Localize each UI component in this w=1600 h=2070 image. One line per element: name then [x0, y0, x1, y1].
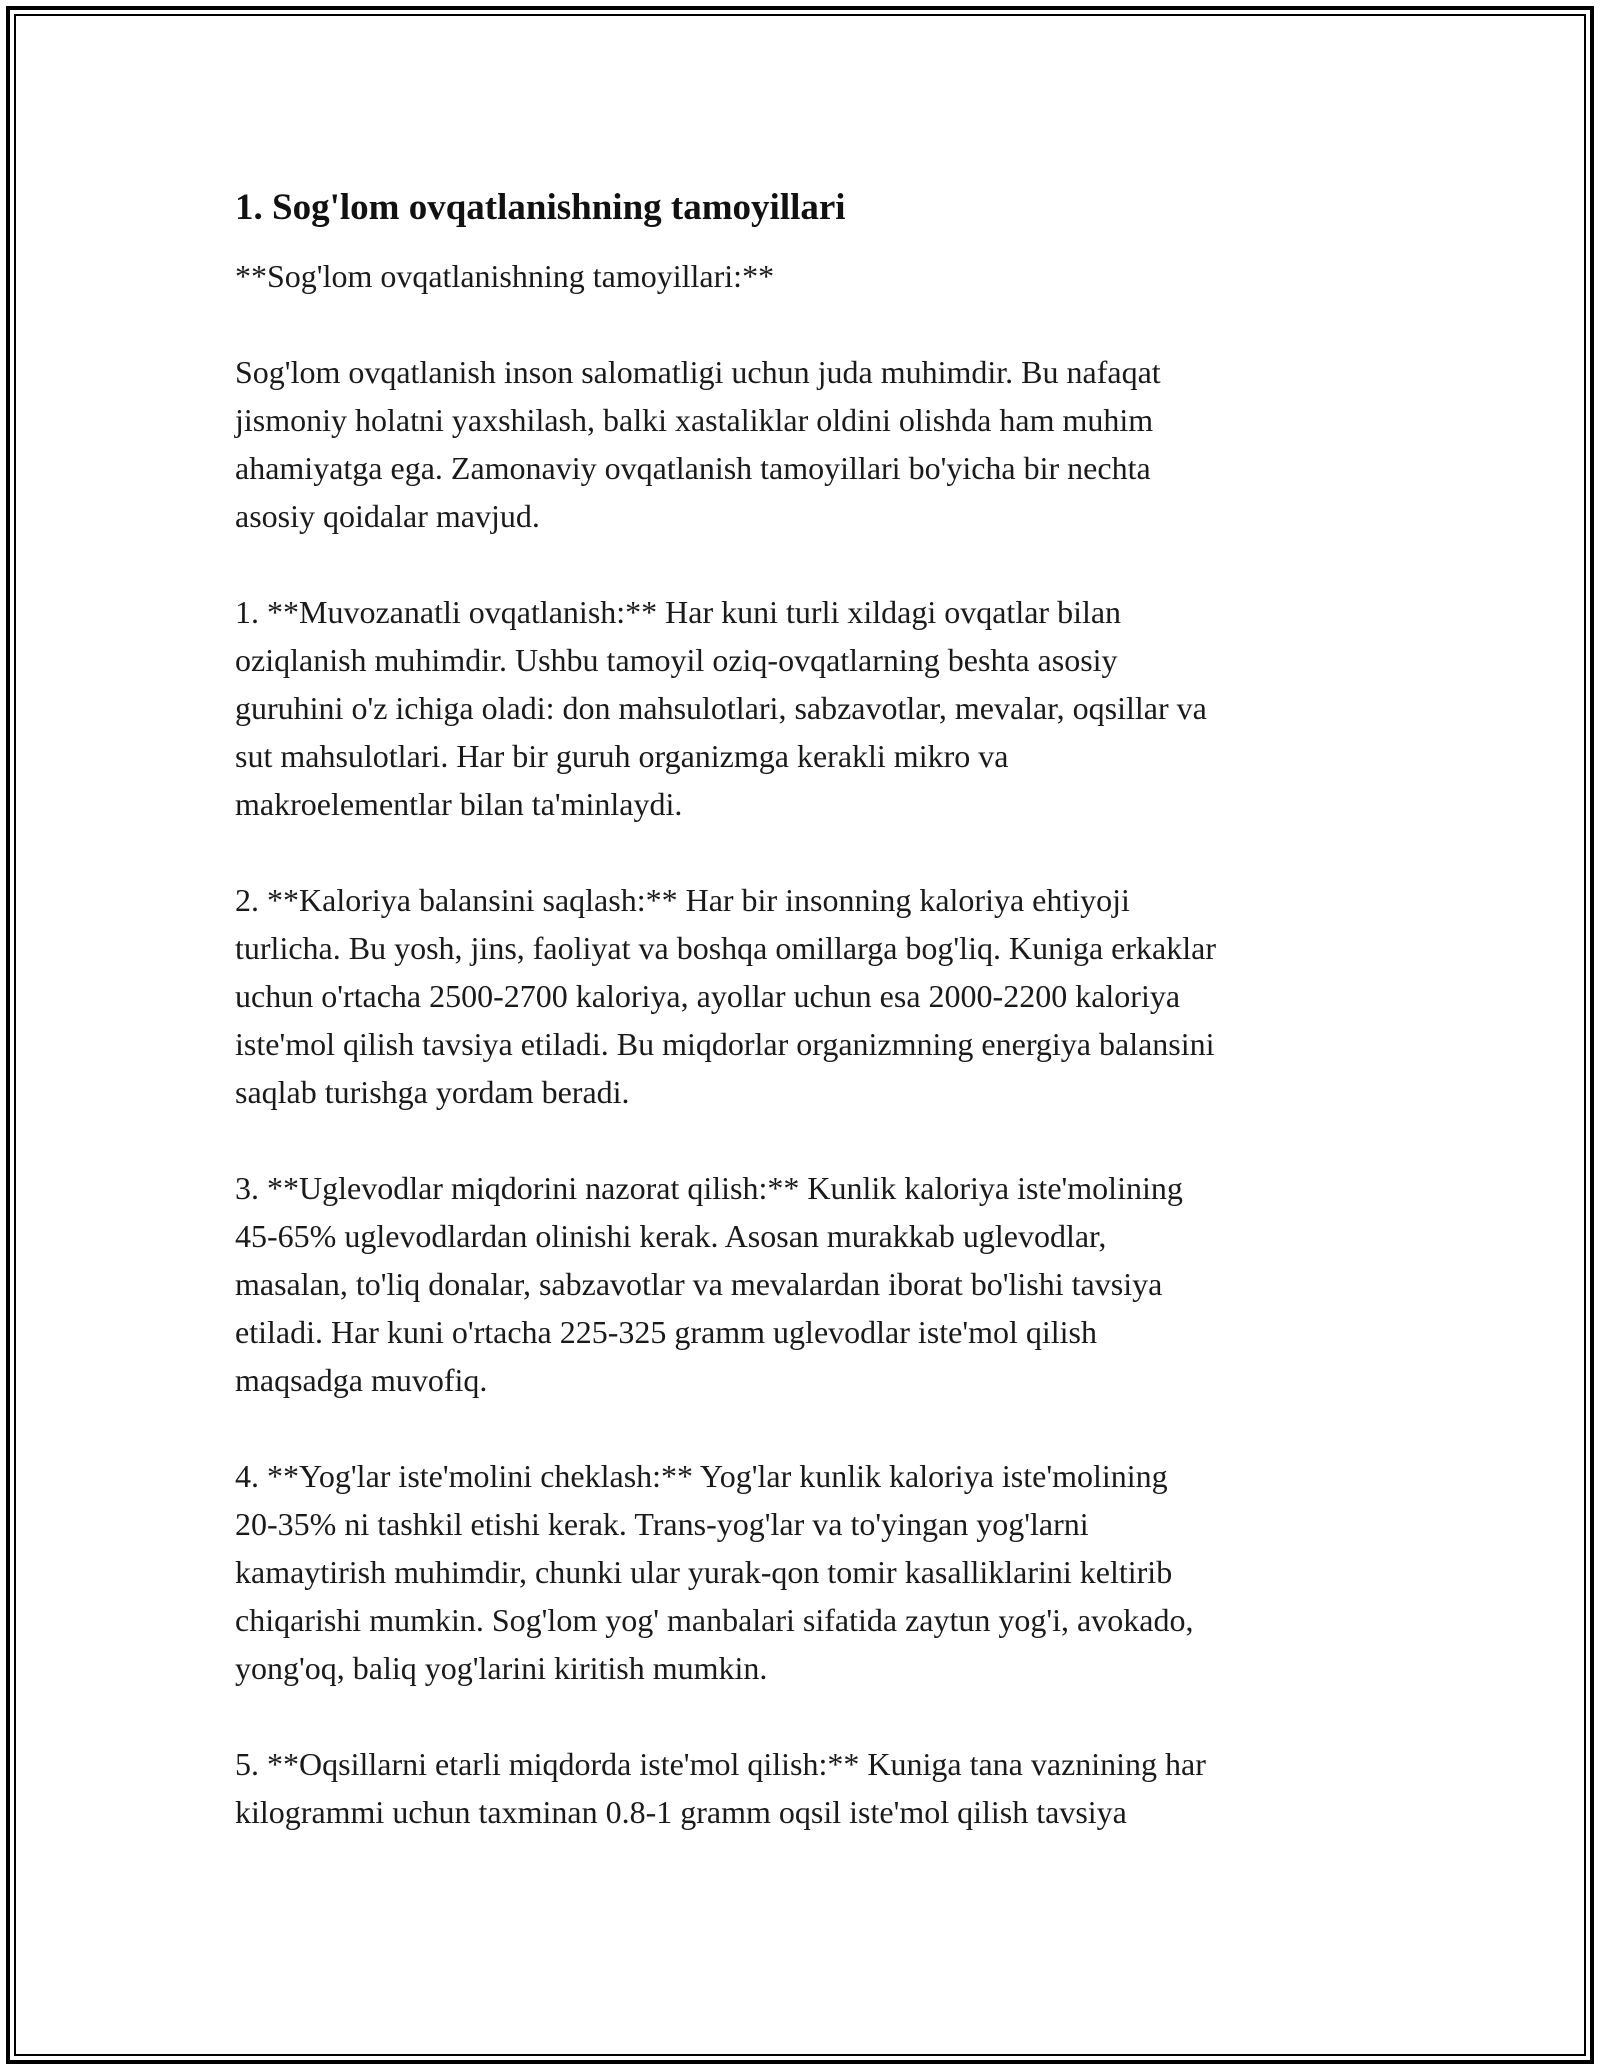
document-body: [235, 186, 1385, 1884]
principle-1-paragraph: 1. **Muvozanatli ovqatlanish:** Har kuni turli xildagi ovqatlar bilan oziqlanish muhimdir. Ushbu tamoyil oziq-ovqatlarning beshta asosiy guruhini o'z ichiga oladi: don mahsulotlari, sabzavotlar, mevalar, oqsillar va sut mahsulotlari. Har bir guruh organizmga kerakli mikro va makroelementlar bilan ta'minlaydi.: [235, 594, 1207, 823]
section-subtitle: **Sog'lom ovqatlanishning tamoyillari:**: [235, 258, 775, 295]
principle-5-paragraph: 5. **Oqsillarni etarli miqdorda iste'mol qilish:** Kuniga tana vaznining har kilogrammi uchun taxminan 0.8-1 gramm oqsil iste'mol qilish tavsiya: [235, 1746, 1206, 1831]
principle-4-paragraph: 4. **Yog'lar iste'molini cheklash:** Yog'lar kunlik kaloriya iste'molining 20-35% ni tashkil etishi kerak. Trans-yog'lar va to'yingan yog'larni kamaytirish muhimdir, chunki ular yurak-qon tomir kasalliklarini keltirib chiqarishi mumkin. Sog'lom yog' manbalari sifatida zaytun yog'i, avokado, yong'oq, baliq yog'larini kiritish mumkin.: [235, 1458, 1194, 1687]
principle-3-paragraph: 3. **Uglevodlar miqdorini nazorat qilish:** Kunlik kaloriya iste'molining 45-65% uglevodlardan olinishi kerak. Asosan murakkab uglevodlar, masalan, to'liq donalar, sabzavotlar va mevalardan iborat bo'lishi tavsiya etiladi. Har kuni o'rtacha 225-325 gramm uglevodlar iste'mol qilish maqsadga muvofiq.: [235, 1170, 1183, 1399]
principle-2-paragraph: 2. **Kaloriya balansini saqlash:** Har bir insonning kaloriya ehtiyoji turlicha. Bu yosh, jins, faoliyat va boshqa omillarga bog'liq. Kuniga erkaklar uchun o'rtacha 2500-2700 kaloriya, ayollar uchun esa 2000-2200 kaloriya iste'mol qilish tavsiya etiladi. Bu miqdorlar organizmning energiya balansini saqlab turishga yordam beradi.: [235, 882, 1216, 1111]
section-heading: 1. Sog'lom ovqatlanishning tamoyillari: [235, 187, 846, 228]
intro-paragraph: Sog'lom ovqatlanish inson salomatligi uchun juda muhimdir. Bu nafaqat jismoniy holatni yaxshilash, balki xastaliklar oldini olishda ham muhim ahamiyatga ega. Zamonaviy ovqatlanish tamoyillari bo'yicha bir nechta asosiy qoidalar mavjud.: [235, 354, 1161, 535]
